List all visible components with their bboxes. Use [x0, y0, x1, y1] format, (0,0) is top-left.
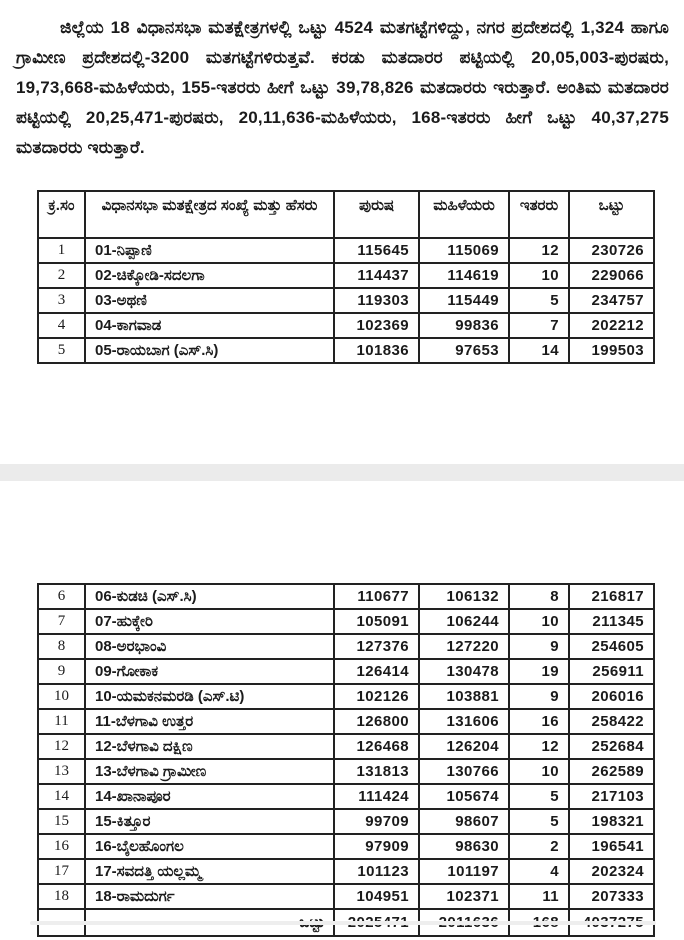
cell-constituency: 10-ಯಮಕನಮರಡಿ (ಎಸ್.ಟಿ): [85, 684, 334, 709]
cell-female: 126204: [419, 734, 509, 759]
cell-female: 106132: [419, 584, 509, 609]
cell-total: 256911: [569, 659, 654, 684]
cell-female: 130766: [419, 759, 509, 784]
cell-serial-no: 7: [38, 609, 85, 634]
table-row: [38, 659, 654, 684]
cell-serial-no: 5: [38, 338, 85, 363]
cell-constituency: 09-ಗೋಕಾಕ: [85, 659, 334, 684]
cell-male: 115645: [334, 238, 419, 263]
voters-table-page1: [37, 190, 655, 364]
cell-others: 2: [509, 834, 569, 859]
header-male: ಪುರುಷ: [334, 191, 419, 238]
cell-total: 198321: [569, 809, 654, 834]
cell-female: 115449: [419, 288, 509, 313]
cell-male: 102126: [334, 684, 419, 709]
cell-female: 103881: [419, 684, 509, 709]
cell-female: 105674: [419, 784, 509, 809]
cell-others: 12: [509, 238, 569, 263]
cell-constituency: 06-ಕುಡಚಿ (ಎಸ್.ಸಿ): [85, 584, 334, 609]
table-row: [38, 313, 654, 338]
cell-female: 101197: [419, 859, 509, 884]
voters-table-page2: [37, 583, 655, 937]
cell-male: 126414: [334, 659, 419, 684]
header-constituency: ವಿಧಾನಸಭಾ ಮತಕ್ಷೇತ್ರದ ಸಂಖ್ಯೆ ಮತ್ತು ಹೆಸರು: [85, 191, 334, 238]
cell-total: 230726: [569, 238, 654, 263]
cell-male: 126468: [334, 734, 419, 759]
cell-male: 97909: [334, 834, 419, 859]
cell-total: 258422: [569, 709, 654, 734]
cell-total: 211345: [569, 609, 654, 634]
table-row: [38, 609, 654, 634]
cell-serial-no: 11: [38, 709, 85, 734]
cell-others: 9: [509, 634, 569, 659]
cell-constituency: 01-ನಿಪ್ಪಾಣಿ: [85, 238, 334, 263]
cell-female: 98607: [419, 809, 509, 834]
cell-others: 11: [509, 884, 569, 909]
cell-others: 10: [509, 263, 569, 288]
cell-female: 127220: [419, 634, 509, 659]
table-row: [38, 709, 654, 734]
header-female: ಮಹಿಳೆಯರು: [419, 191, 509, 238]
cell-others: 10: [509, 759, 569, 784]
cell-female: 115069: [419, 238, 509, 263]
cell-total: 196541: [569, 834, 654, 859]
cell-female: 130478: [419, 659, 509, 684]
cell-male: 119303: [334, 288, 419, 313]
cell-others: 9: [509, 684, 569, 709]
cell-male: 126800: [334, 709, 419, 734]
cell-male: 99709: [334, 809, 419, 834]
table-row: [38, 263, 654, 288]
cell-constituency: 07-ಹುಕ್ಕೇರಿ: [85, 609, 334, 634]
cell-others: 5: [509, 809, 569, 834]
intro-paragraph: ಜಿಲ್ಲೆಯ 18 ವಿಧಾನಸಭಾ ಮತಕ್ಷೇತ್ರಗಳಲ್ಲಿ ಒಟ್ಟು 4524 ಮತಗಟ್ಟೆಗಳಿದ್ದು, ನಗರ ಪ್ರದೇಶದಲ್ಲಿ 1,324 ಹಾಗೂ ಗ್ರಾಮೀಣ ಪ್ರದೇಶದಲ್ಲಿ-3200 ಮತಗಟ್ಟೆಗಳಿರುತ್ತವೆ. ಕರಡು ಮತದಾರರ ಪಟ್ಟಿಯಲ್ಲಿ 20,05,003-ಪುರಷರು, 19,73,668-ಮಹಿಳೆಯರು, 155-ಇತರರು ಹೀಗೆ ಒಟ್ಟು 39,78,826 ಮತದಾರರು ಇರುತ್ತಾರೆ. ಅಂತಿಮ ಮತದಾರರ ಪಟ್ಟಿಯಲ್ಲಿ 20,25,471-ಪುರಷರು, 20,11,636-ಮಹಿಳೆಯರು, 168-ಇತರರು ಹೀಗೆ ಒಟ್ಟು 40,37,275 ಮತದಾರರು ಇರುತ್ತಾರೆ.: [16, 18, 669, 157]
cell-constituency: 04-ಕಾಗವಾಡ: [85, 313, 334, 338]
cell-serial-no: 18: [38, 884, 85, 909]
cell-female: 106244: [419, 609, 509, 634]
cell-female: 98630: [419, 834, 509, 859]
cell-serial-no: 15: [38, 809, 85, 834]
cell-male: 131813: [334, 759, 419, 784]
cell-total: 217103: [569, 784, 654, 809]
table-row: [38, 759, 654, 784]
cell-others: 7: [509, 313, 569, 338]
cell-constituency: 15-ಕಿತ್ತೂರ: [85, 809, 334, 834]
header-total: ಒಟ್ಟು: [569, 191, 654, 238]
cell-male: 101123: [334, 859, 419, 884]
cell-total: 207333: [569, 884, 654, 909]
cell-male: 111424: [334, 784, 419, 809]
cell-male: 127376: [334, 634, 419, 659]
cell-others: 12: [509, 734, 569, 759]
table-header-row: [38, 191, 654, 238]
cell-male: 114437: [334, 263, 419, 288]
table-row: [38, 238, 654, 263]
cell-serial-no: 3: [38, 288, 85, 313]
cell-others: 19: [509, 659, 569, 684]
cell-others: 14: [509, 338, 569, 363]
cell-serial-no: 9: [38, 659, 85, 684]
cell-constituency: 14-ಖಾನಾಪೂರ: [85, 784, 334, 809]
cell-others: 16: [509, 709, 569, 734]
cell-serial-no: 13: [38, 759, 85, 784]
cell-constituency: 02-ಚಿಕ್ಕೋಡಿ-ಸದಲಗಾ: [85, 263, 334, 288]
cell-constituency: 05-ರಾಯಬಾಗ (ಎಸ್.ಸಿ): [85, 338, 334, 363]
cell-male: 101836: [334, 338, 419, 363]
cell-serial-no: 6: [38, 584, 85, 609]
cell-total: 202212: [569, 313, 654, 338]
cell-constituency: 03-ಅಥಣಿ: [85, 288, 334, 313]
cell-total: 206016: [569, 684, 654, 709]
table-row: [38, 584, 654, 609]
cell-total: 229066: [569, 263, 654, 288]
cell-constituency: 18-ರಾಮದುರ್ಗ: [85, 884, 334, 909]
cell-serial-no: 12: [38, 734, 85, 759]
cell-total: 216817: [569, 584, 654, 609]
cell-serial-no: 8: [38, 634, 85, 659]
cell-others: 4: [509, 859, 569, 884]
table-row: [38, 859, 654, 884]
cell-female: 131606: [419, 709, 509, 734]
cell-total: 252684: [569, 734, 654, 759]
cell-female: 99836: [419, 313, 509, 338]
cell-female: 97653: [419, 338, 509, 363]
table-row: [38, 288, 654, 313]
cell-female: 102371: [419, 884, 509, 909]
cell-male: 105091: [334, 609, 419, 634]
cell-constituency: 12-ಬೆಳಗಾವಿ ದಕ್ಷಿಣ: [85, 734, 334, 759]
cell-serial-no: 17: [38, 859, 85, 884]
table-row: [38, 834, 654, 859]
cell-total: 254605: [569, 634, 654, 659]
cell-total: 234757: [569, 288, 654, 313]
table-row: [38, 784, 654, 809]
cell-serial-no: 16: [38, 834, 85, 859]
cell-total: 262589: [569, 759, 654, 784]
cell-male: 110677: [334, 584, 419, 609]
cell-serial-no: 1: [38, 238, 85, 263]
table-row: [38, 684, 654, 709]
cell-constituency: 11-ಬೆಳಗಾವಿ ಉತ್ತರ: [85, 709, 334, 734]
cell-constituency: 16-ಬೈಲಹೊಂಗಲ: [85, 834, 334, 859]
table-row: [38, 634, 654, 659]
cell-female: 114619: [419, 263, 509, 288]
cell-total: 202324: [569, 859, 654, 884]
cell-serial-no: 4: [38, 313, 85, 338]
cell-constituency: 08-ಅರಭಾಂವಿ: [85, 634, 334, 659]
header-others: ಇತರರು: [509, 191, 569, 238]
scan-shadow-line: [30, 921, 656, 925]
table-row: [38, 884, 654, 909]
cell-male: 104951: [334, 884, 419, 909]
cell-serial-no: 14: [38, 784, 85, 809]
header-serial-no: ಕ್ರ.ಸಂ: [38, 191, 85, 238]
cell-serial-no: 2: [38, 263, 85, 288]
page-break-band: [0, 464, 684, 481]
cell-male: 102369: [334, 313, 419, 338]
table-row: [38, 734, 654, 759]
cell-others: 5: [509, 784, 569, 809]
cell-serial-no: 10: [38, 684, 85, 709]
cell-others: 8: [509, 584, 569, 609]
table-row: [38, 338, 654, 363]
cell-others: 10: [509, 609, 569, 634]
cell-constituency: 17-ಸವದತ್ತಿ ಯಲ್ಲಮ್ಮ: [85, 859, 334, 884]
table-row: [38, 809, 654, 834]
cell-others: 5: [509, 288, 569, 313]
cell-constituency: 13-ಬೆಳಗಾವಿ ಗ್ರಾಮೀಣ: [85, 759, 334, 784]
cell-total: 199503: [569, 338, 654, 363]
